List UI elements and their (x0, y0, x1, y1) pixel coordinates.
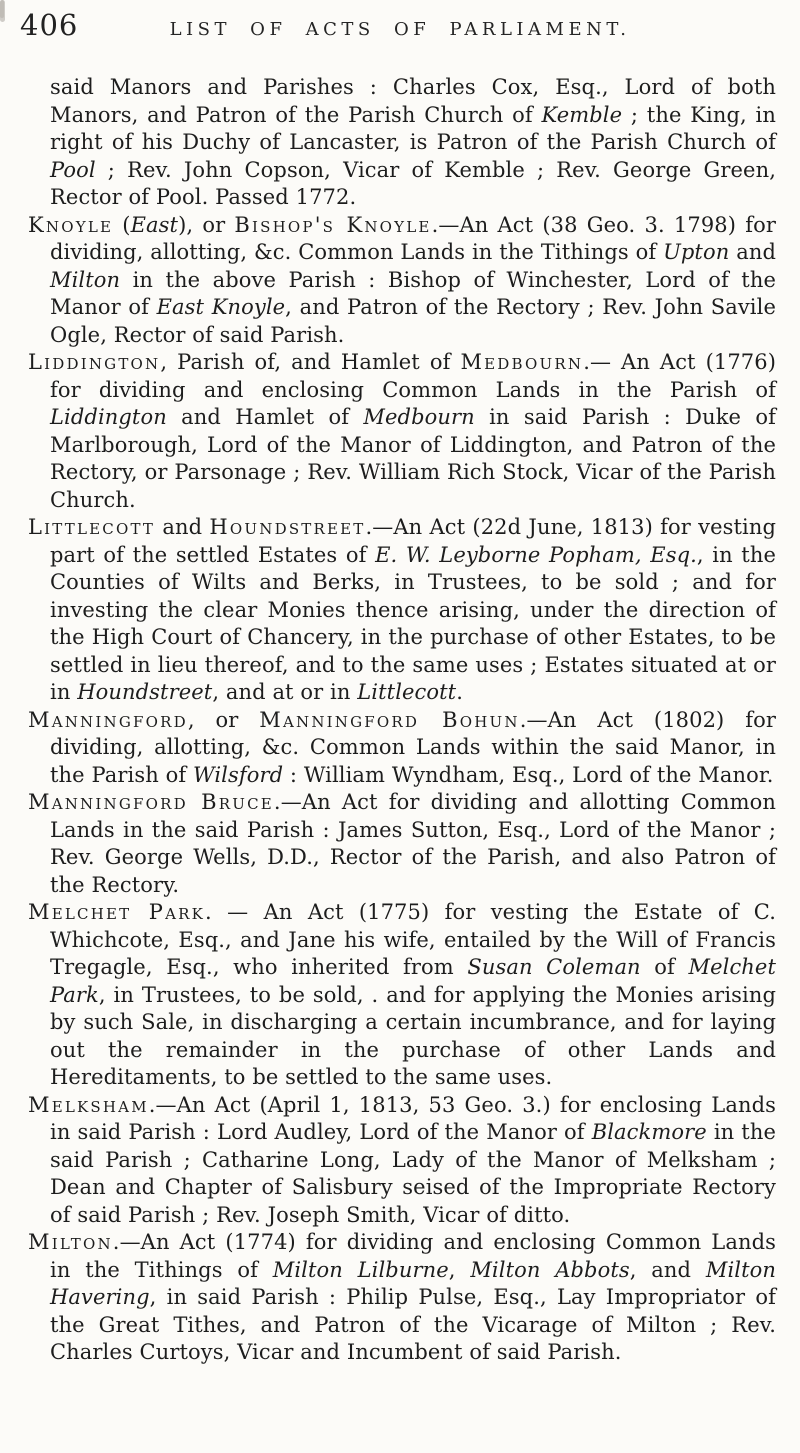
text-run: . — An Act (1775) for vesting the Estate of C. Whichcote, Esq., and Jane his wife, entailed by the Will of Francis Tregagle, Esq., who inherited from (50, 900, 776, 979)
page-header (0, 0, 800, 60)
text-run: .—An Act (22d June, 1813) for vesting part of the settled Estates of (50, 515, 776, 567)
text-run: .—An Act for dividing and allotting Common Lands in the said Parish : James Sutton, Esq., Lord of the Manor ; Rev. George Wells, D.D., Rector of the Parish, and also Patron of the Rectory. (50, 790, 776, 897)
entry-paragraph-melchet-park (28, 899, 776, 1092)
entry-headword: Manningford (28, 707, 188, 732)
text-run: said Manors and Parishes : Charles Cox, Esq., Lord of both Manors, and Patron of the Parish Church of (50, 75, 776, 127)
text-run: Littlecott (357, 680, 457, 704)
entry-paragraph-littlecott-houndstreet (28, 514, 776, 707)
text-run: , and (629, 1257, 706, 1282)
entry-headword: Medbourn (460, 350, 584, 374)
entry-headword: Manningford Bruce (28, 790, 274, 814)
text-run: and Hamlet of (166, 405, 364, 429)
text-run: Medbourn (363, 405, 475, 429)
text-run: .—An Act (1774) for dividing and enclosing Common Lands in the Tithings of (50, 1230, 776, 1282)
text-run: and (155, 515, 210, 539)
text-run: in the said Parish ; Catharine Long, Lady of the Manor of Melksham ; Dean and Chapter of Salisbury seised of the Impropriate Rectory of said Parish ; Rev. Joseph Smith, Vicar of ditto. (50, 1120, 776, 1227)
entry-paragraph-milton (28, 1229, 776, 1367)
text-run: Milton Abbots (470, 1257, 630, 1282)
text-run: ), or (178, 212, 235, 237)
entry-headword: Knoyle (28, 212, 114, 237)
entry-paragraph-manningford-bruce (28, 789, 776, 899)
text-run: , in said Parish : Philip Pulse, Esq., Lay Impropriator of the Great Tithes, and Patron of the Vicarage of Milton ; Rev. Charles Curtoys, Vicar and Incumbent of said Parish. (50, 1285, 776, 1364)
text-run: , in the Counties of Wilts and Berks, in Trustees, to be sold ; and for investing the clear Monies thence arising, under the direction of the High Court of Chancery, in the purchase of other Estates, to be settled in lieu thereof, and to the same uses ; Estates situated at or in (50, 542, 776, 704)
entry-headword: Liddington (28, 350, 161, 374)
text-run: : William Wyndham, Esq., Lord of the Manor. (283, 762, 774, 787)
entry-headword: Manningford Bohun (259, 707, 520, 732)
page-number: 406 (20, 8, 79, 42)
entry-paragraph-kemble-continuation (28, 74, 776, 212)
text-run: in said Parish : Duke of Marlborough, Lord of the Manor of Liddington, and Patron of the Rectory, or Parsonage ; Rev. William Rich Stock, Vicar of the Parish Church. (50, 405, 776, 512)
text-run: East (130, 212, 179, 237)
text-run: Milton Lilburne (272, 1257, 449, 1282)
text-run: Liddington (50, 405, 167, 429)
text-run: .— An Act (1776) for dividing and enclosing Common Lands in the Parish of (50, 350, 777, 402)
text-run: Milton (50, 267, 121, 292)
entry-headword: Milton (28, 1230, 113, 1254)
entry-paragraph-manningford-bohun (28, 707, 776, 790)
text-run: Susan Coleman (467, 955, 641, 979)
entry-paragraph-liddington-medbourn (28, 349, 776, 514)
text-run: Upton (663, 240, 730, 264)
text-run: Kemble (541, 102, 623, 127)
entry-headword: Melksham (28, 1092, 149, 1117)
text-run: .—An Act (38 Geo. 3. 1798) for dividing, allotting, &c. Common Lands in the Tithings of (50, 212, 776, 264)
text-run: , in Trustees, to be sold, . and for applying the Monies arising by such Sale, in discharging a certain incumbrance, and for laying out the remainder in the purchase of other Lands and Hereditaments, to be settled to the same uses. (50, 982, 776, 1089)
text-run: Pool (50, 157, 96, 182)
text-run: , and at or in (212, 680, 358, 704)
text-run: ( (113, 212, 131, 237)
text-run: , (448, 1257, 471, 1282)
text-run: . (456, 680, 463, 704)
entry-paragraph-melksham (28, 1092, 776, 1230)
entry-paragraph-knoyle-east (28, 212, 776, 350)
text-run: and (729, 240, 776, 264)
text-run: of (640, 955, 689, 979)
text-run: Houndstreet (77, 680, 213, 704)
running-title: LIST OF ACTS OF PARLIAMENT. (169, 19, 631, 40)
text-run: Wilsford (193, 762, 284, 787)
text-run: Melchet Park (50, 955, 776, 1007)
text-run: , or (187, 707, 260, 732)
entry-headword: Houndstreet (209, 515, 366, 539)
text-run: .—An Act (1802) for dividing, allotting, &c. Common Lands within the said Manor, in the Parish of (50, 707, 776, 787)
entry-headword: Bishop's Knoyle (234, 212, 432, 237)
text-run: ; Rev. John Copson, Vicar of Kemble ; Rev. George Green, Rector of Pool. Passed 1772. (50, 157, 776, 209)
text-run: in the above Parish : Bishop of Winchester, Lord of the Manor of (50, 267, 776, 319)
text-run: ; the King, in right of his Duchy of Lancaster, is Patron of the Parish Church of (50, 102, 776, 154)
text-run: Blackmore (591, 1120, 707, 1144)
scan-smudge-icon (0, 0, 4, 18)
text-run: Milton Havering (50, 1257, 776, 1309)
text-block (28, 74, 776, 1367)
entry-headword: Melchet Park (28, 900, 206, 924)
text-run: , Parish of, and Hamlet of (160, 350, 461, 374)
text-run: E. W. Leyborne Popham, Esq. (375, 542, 697, 567)
text-run: East Knoyle (156, 295, 286, 319)
entry-headword: Littlecott (28, 515, 156, 539)
text-run: , and Patron of the Rectory ; Rev. John Savile Ogle, Rector of said Parish. (50, 295, 776, 347)
text-run: .—An Act (April 1, 1813, 53 Geo. 3.) for enclosing Lands in said Parish : Lord Audley, Lord of the Manor of (50, 1092, 776, 1144)
